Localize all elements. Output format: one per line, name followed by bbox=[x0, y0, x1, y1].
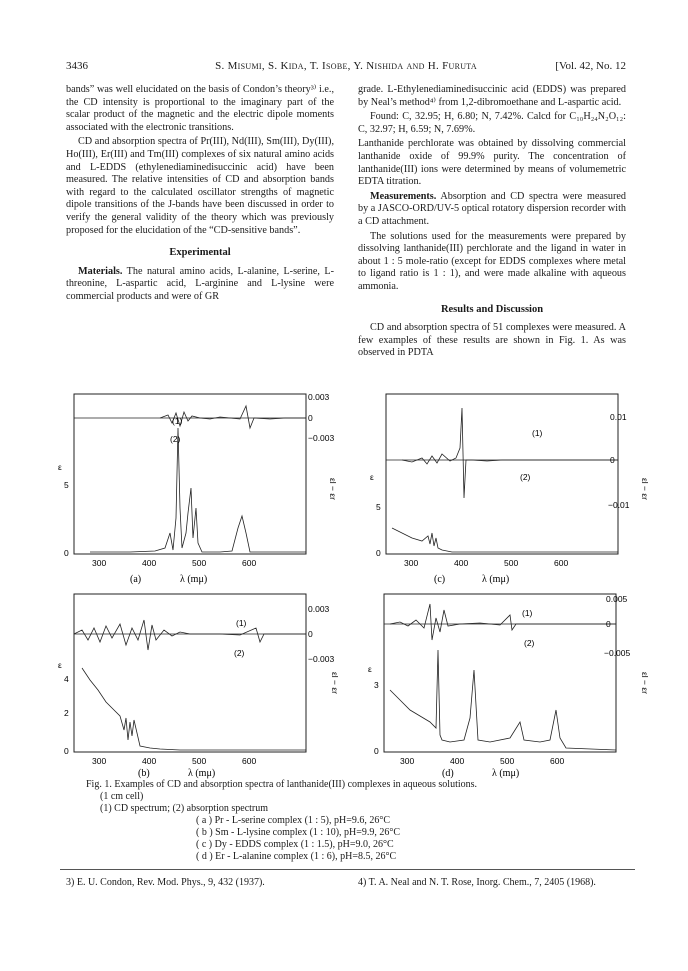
right-para-5: The solutions used for the measurements were prepared by dissolving lanthanide(III) perchlorate and the ligand in water in about 1 : 5 mole-ratio (except for EDDS complexes where metal to ligand ratio is 1 : 1), and were made alkaline with aqueous ammonia. bbox=[358, 230, 626, 292]
absorption-curve bbox=[82, 668, 306, 750]
left-tick-0: 0 bbox=[64, 548, 69, 558]
cd-curve bbox=[402, 408, 618, 498]
y-right-label: εl − εr bbox=[640, 672, 650, 694]
caption-a: ( a ) Pr - L-serine complex (1 : 5), pH=9.6, 26°C bbox=[196, 815, 391, 826]
right-tick-bottom: −0.003 bbox=[308, 654, 335, 664]
figure-caption bbox=[86, 779, 626, 863]
x-tick-600: 600 bbox=[554, 558, 569, 568]
curve-2-label: (2) bbox=[524, 638, 535, 648]
right-tick-zero: 0 bbox=[606, 619, 611, 629]
y-left-label: ε bbox=[368, 664, 372, 674]
curve-1-label: (1) bbox=[522, 608, 533, 618]
curve-1-label: (1) bbox=[532, 428, 543, 438]
curve-1-label: (1) bbox=[236, 618, 247, 628]
x-tick-600: 600 bbox=[242, 756, 257, 766]
y-left-label: ε bbox=[370, 472, 374, 482]
footnote-3: 3) E. U. Condon, Rev. Mod. Phys., 9, 432 (1937). bbox=[66, 877, 265, 888]
materials-heading: Materials. bbox=[78, 265, 123, 277]
x-tick-400: 400 bbox=[450, 756, 465, 766]
right-column bbox=[358, 84, 626, 362]
right-tick-top: 0.005 bbox=[606, 594, 628, 604]
running-header bbox=[66, 60, 626, 76]
section-experimental: Experimental bbox=[169, 247, 231, 259]
subfig-label: (d) bbox=[442, 768, 454, 779]
caption-legend: (1) CD spectrum; (2) absorption spectrum bbox=[100, 803, 269, 814]
x-axis-label: λ (mμ) bbox=[188, 768, 216, 779]
left-tick-4: 4 bbox=[64, 674, 69, 684]
y-right-label: εl − εr bbox=[328, 478, 338, 500]
right-tick-bottom: −0.01 bbox=[608, 500, 630, 510]
left-column bbox=[66, 84, 334, 306]
curve-1-label: (1) bbox=[172, 416, 183, 426]
left-tick-5: 5 bbox=[64, 480, 69, 490]
footnote-4: 4) T. A. Neal and N. T. Rose, Inorg. Chem., 7, 2405 (1968). bbox=[358, 877, 596, 888]
left-tick-2: 2 bbox=[64, 708, 69, 718]
x-tick-300: 300 bbox=[400, 756, 415, 766]
x-tick-300: 300 bbox=[92, 558, 107, 568]
curve-2-label: (2) bbox=[234, 648, 245, 658]
measurements-heading: Measurements. bbox=[370, 190, 437, 202]
subfig-label: (c) bbox=[434, 574, 446, 585]
subfig-label: (b) bbox=[138, 768, 150, 779]
header-authors: S. Misumi, S. Kida, T. Isobe, Y. Nishida and H. Furuta bbox=[215, 60, 477, 72]
figure-a bbox=[60, 388, 350, 588]
left-tick-0: 0 bbox=[376, 548, 381, 558]
y-right-label: εl − εr bbox=[330, 672, 340, 694]
right-tick-top: 0.003 bbox=[308, 392, 330, 402]
y-left-label: ε bbox=[58, 462, 62, 472]
x-tick-400: 400 bbox=[142, 756, 157, 766]
figure-b bbox=[60, 590, 350, 778]
right-para-4: Absorption and CD spectra were measured by a JASCO-ORD/UV-5 optical rotatory dispersion recorder with a CD attachment. bbox=[358, 190, 626, 227]
page-number: 3436 bbox=[66, 60, 88, 72]
right-tick-top: 0.003 bbox=[308, 604, 330, 614]
left-para-1: bands” was well elucidated on the basis of Condon’s theory³⁾ i.e., the CD intensity is proportional to the imaginary part of the scalar product of the magnetic and the electric dipole moments associated with the electronic transitions. bbox=[66, 84, 334, 133]
curve-2-label: (2) bbox=[520, 472, 531, 482]
x-tick-600: 600 bbox=[242, 558, 257, 568]
caption-c: ( c ) Dy - EDDS complex (1 : 1.5), pH=9.0, 26°C bbox=[196, 839, 394, 850]
left-para-2: CD and absorption spectra of Pr(III), Nd(III), Sm(III), Dy(III), Ho(III), Er(III) and Tm(III) complexes of six natural amino acids and L-EDDS (ethylenediaminedisuccinic acid) have been measured. The relative intensities of CD and absorption bands with regard to the calculated oscillator strengths of magnetic dipole transitions of the J-bands have been discussed in order to verify the general validity of the theory which was previously proposed for the elucidation of the “CD-sensitive bands”. bbox=[66, 136, 334, 236]
plot-frame bbox=[386, 394, 618, 554]
x-axis-label: λ (mμ) bbox=[180, 574, 208, 585]
absorption-curve bbox=[392, 528, 618, 552]
x-tick-500: 500 bbox=[504, 558, 519, 568]
x-tick-600: 600 bbox=[550, 756, 565, 766]
left-tick-0: 0 bbox=[374, 746, 379, 756]
right-tick-zero: 0 bbox=[610, 455, 615, 465]
x-tick-500: 500 bbox=[192, 756, 207, 766]
caption-d: ( d ) Er - L-alanine complex (1 : 6), pH=8.5, 26°C bbox=[196, 851, 397, 862]
right-tick-bottom: −0.005 bbox=[604, 648, 631, 658]
left-tick-5: 5 bbox=[376, 502, 381, 512]
cd-curve bbox=[74, 620, 306, 650]
figure-c bbox=[372, 388, 662, 588]
curve-2-label: (2) bbox=[170, 434, 181, 444]
figure-d bbox=[370, 590, 660, 778]
left-tick-3: 3 bbox=[374, 680, 379, 690]
absorption-curve bbox=[390, 650, 616, 750]
y-right-label: εl − εr bbox=[640, 478, 650, 500]
x-axis-label: λ (mμ) bbox=[482, 574, 510, 585]
right-tick-zero: 0 bbox=[308, 413, 313, 423]
right-tick-top: 0.01 bbox=[610, 412, 627, 422]
x-tick-500: 500 bbox=[192, 558, 207, 568]
y-left-label: ε bbox=[58, 660, 62, 670]
cd-curve bbox=[390, 604, 616, 640]
left-para-3: The natural amino acids, L-alanine, L-serine, L-threonine, L-aspartic acid, L-arginine and L-lysine were commercial products and were of GR bbox=[66, 265, 334, 302]
right-para-3: Lanthanide perchlorate was obtained by dissolving commercial lanthanide oxide of 99.9% purity. The concentration of lanthanide(III) ions were determined by means of volumemetric EDTA titration. bbox=[358, 138, 626, 188]
right-para-1: grade. L-Ethylenediaminedisuccinic acid (EDDS) was prepared by Neal’s method⁴⁾ from 1,2-dibromoethane and L-aspartic acid. bbox=[358, 84, 626, 108]
plot-frame bbox=[74, 594, 306, 752]
x-tick-300: 300 bbox=[92, 756, 107, 766]
x-axis-label: λ (mμ) bbox=[492, 768, 520, 779]
right-para-2: Found: C, 32.95; H, 6.80; N, 7.42%. Calcd for C₁₀H₂₄N₂O₁₂: C, 32.97; H, 6.59; N, 7.69%. bbox=[358, 111, 626, 135]
left-tick-0: 0 bbox=[64, 746, 69, 756]
absorption-curve bbox=[90, 428, 306, 552]
x-tick-400: 400 bbox=[142, 558, 157, 568]
caption-cell: (1 cm cell) bbox=[100, 791, 144, 802]
right-tick-zero: 0 bbox=[308, 629, 313, 639]
right-tick-bottom: −0.003 bbox=[308, 433, 335, 443]
x-tick-400: 400 bbox=[454, 558, 469, 568]
x-tick-300: 300 bbox=[404, 558, 419, 568]
x-tick-500: 500 bbox=[500, 756, 515, 766]
caption-b: ( b ) Sm - L-lysine complex (1 : 10), pH=9.9, 26°C bbox=[196, 827, 401, 838]
subfig-label: (a) bbox=[130, 574, 142, 585]
plot-frame bbox=[384, 594, 616, 752]
right-para-6: CD and absorption spectra of 51 complexes were measured. A few examples of these results are shown in Fig. 1. As was observed in PDTA bbox=[358, 322, 626, 359]
section-results: Results and Discussion bbox=[440, 303, 544, 315]
caption-main: Fig. 1. Examples of CD and absorption spectra of lanthanide(III) complexes in aqueous solutions. bbox=[86, 779, 478, 790]
header-volume: [Vol. 42, No. 12 bbox=[555, 60, 626, 72]
footnote-rule bbox=[60, 869, 635, 870]
